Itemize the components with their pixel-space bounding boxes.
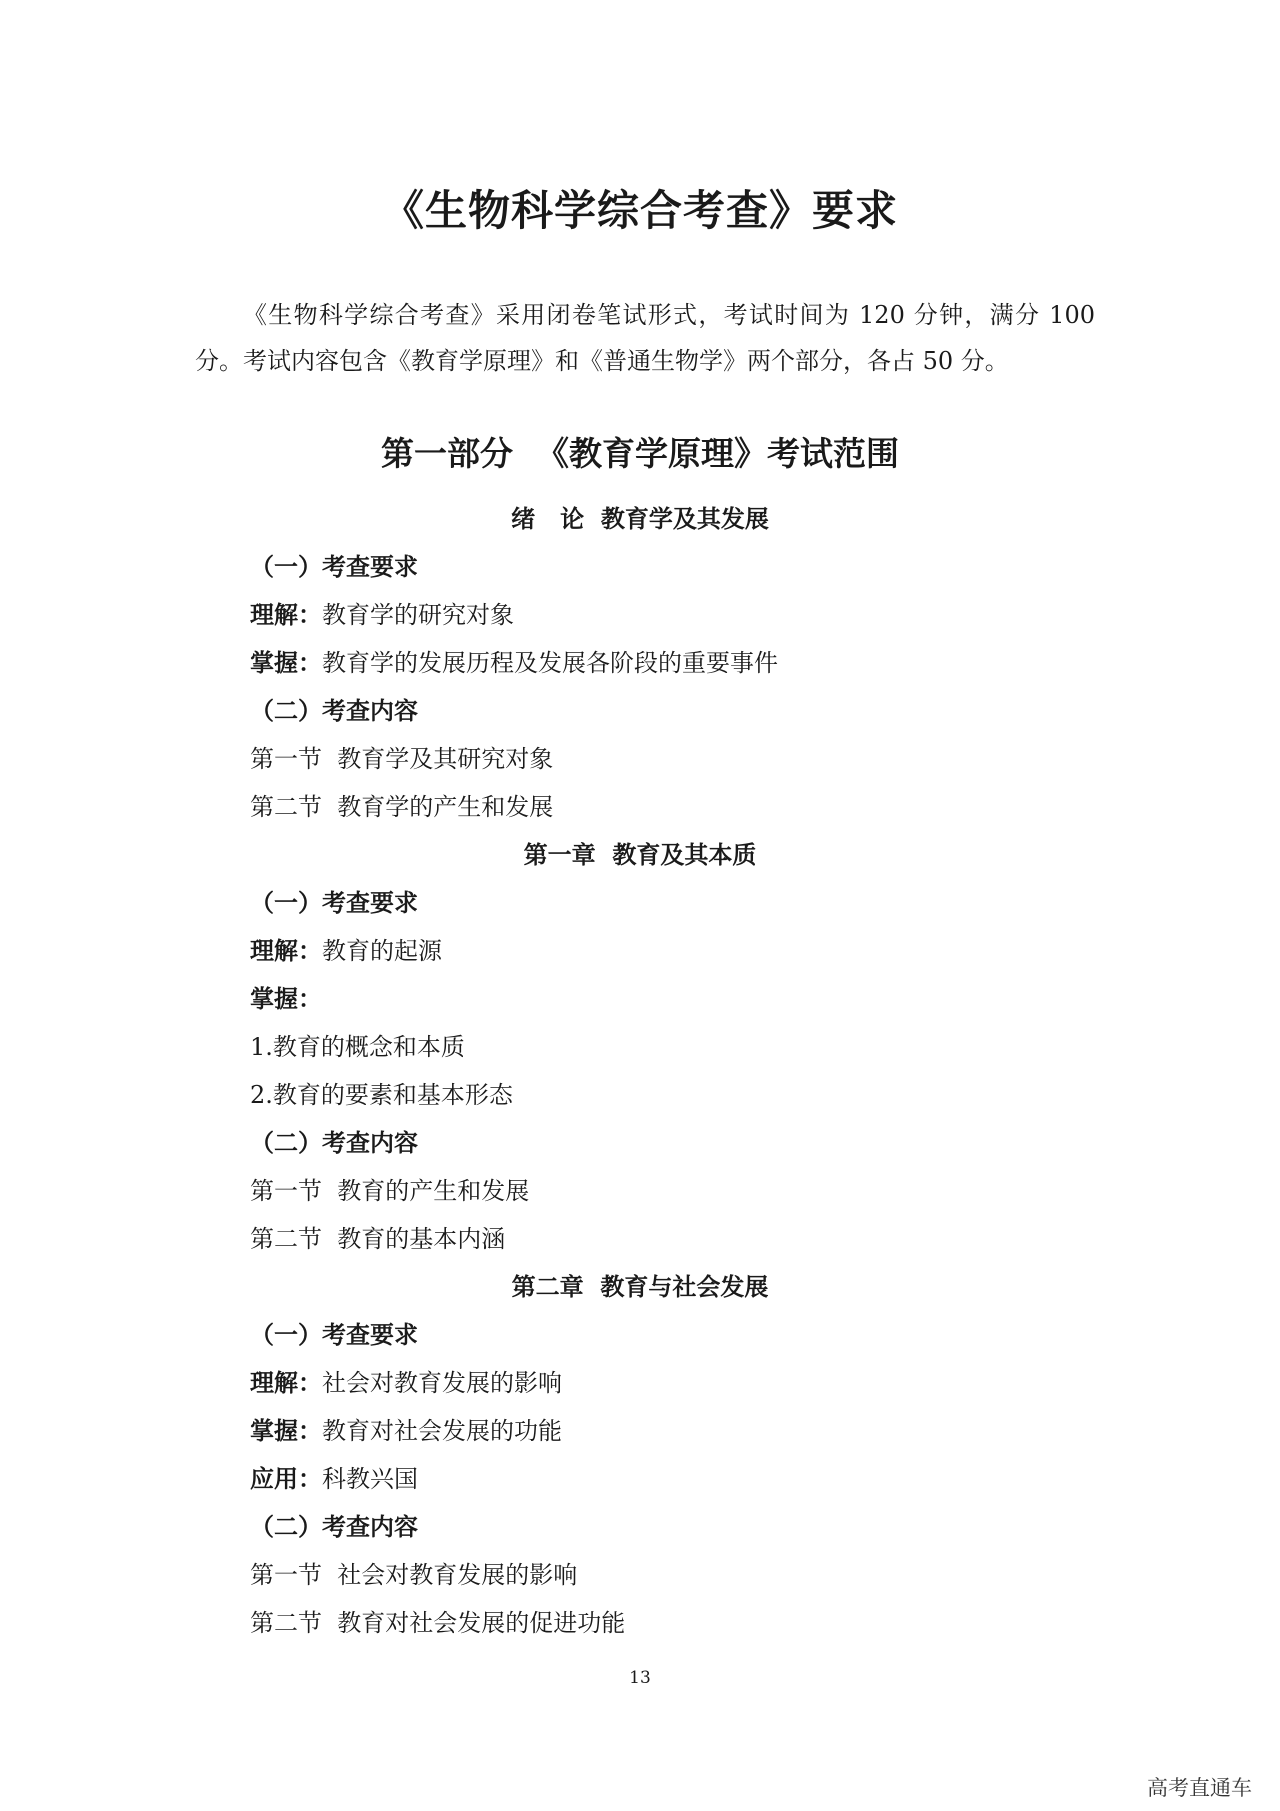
chapter1-section-2: 第二节 教育的基本内涵 — [250, 1225, 506, 1253]
apply-text: 科教兴国 — [322, 1465, 418, 1493]
chapter2-content-heading: （二）考查内容 — [250, 1512, 418, 1541]
understand-text: 教育的起源 — [322, 937, 442, 965]
intro-master-line — [250, 647, 778, 679]
understand-label: 理解： — [250, 936, 322, 965]
chapter2-section-1: 第一节 社会对教育发展的影响 — [250, 1561, 578, 1589]
understand-text: 教育学的研究对象 — [322, 601, 514, 629]
chapter1-title: 第一章 教育及其本质 — [523, 840, 757, 869]
master-label: 掌握： — [250, 1416, 322, 1445]
chapter2-req-heading: （一）考查要求 — [250, 1320, 418, 1349]
page-number: 13 — [629, 1668, 651, 1688]
chapter1-req-heading: （一）考查要求 — [250, 888, 418, 917]
intro-content-heading: （二）考查内容 — [250, 696, 418, 725]
understand-label: 理解： — [250, 1368, 322, 1397]
master-text: 教育对社会发展的功能 — [322, 1417, 562, 1445]
chapter1-master-label: 掌握： — [250, 984, 322, 1013]
intro-understand-line — [250, 599, 514, 631]
chapter2-section-2: 第二节 教育对社会发展的促进功能 — [250, 1609, 626, 1637]
watermark: 高考直通车 — [1147, 1776, 1252, 1800]
chapter1-content-heading: （二）考查内容 — [250, 1128, 418, 1157]
understand-label: 理解： — [250, 600, 322, 629]
chapter2-title: 第二章 教育与社会发展 — [511, 1272, 769, 1301]
chapter1-item-1: 1.教育的概念和本质 — [250, 1033, 465, 1061]
chapter1-section-1: 第一节 教育的产生和发展 — [250, 1177, 530, 1205]
master-text: 教育学的发展历程及发展各阶段的重要事件 — [322, 649, 778, 677]
chapter2-apply-line — [250, 1463, 418, 1495]
chapter2-master-line — [250, 1415, 562, 1447]
chapter1-item-2: 2.教育的要素和基本形态 — [250, 1081, 513, 1109]
intro-section-2: 第二节 教育学的产生和发展 — [250, 793, 554, 821]
part-title: 第一部分 《教育学原理》考试范围 — [381, 434, 899, 473]
intro-paragraph: 《生物科学综合考查》采用闭卷笔试形式，考试时间为 120 分钟，满分 100 分。考试内容包含《教育学原理》和《普通生物学》两个部分，各占 50 分。 — [195, 301, 1095, 375]
chapter1-understand-line — [250, 935, 442, 967]
document-title: 《生物科学综合考查》要求 — [381, 186, 898, 235]
intro-chapter-title: 绪 论 教育学及其发展 — [511, 504, 769, 533]
master-label: 掌握： — [250, 648, 322, 677]
chapter2-understand-line — [250, 1367, 562, 1399]
intro-req-heading: （一）考查要求 — [250, 552, 418, 581]
intro-section-1: 第一节 教育学及其研究对象 — [250, 745, 554, 773]
apply-label: 应用： — [250, 1464, 322, 1493]
understand-text: 社会对教育发展的影响 — [322, 1369, 562, 1397]
